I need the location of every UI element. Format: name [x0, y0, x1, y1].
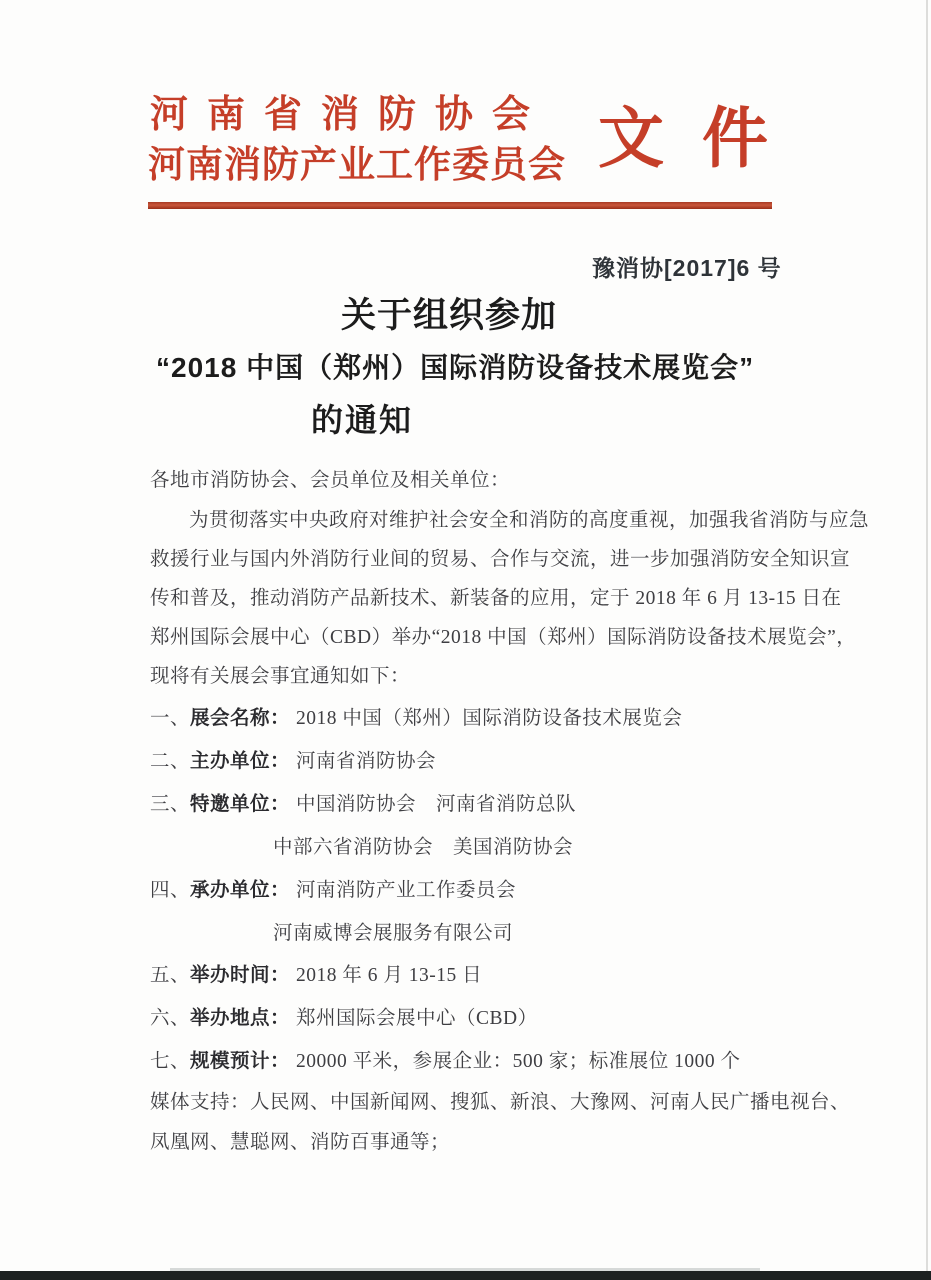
item-invited-units-cont: 中部六省消防协会 美国消防协会 — [273, 837, 574, 858]
item-label: 特邀单位： — [190, 794, 291, 815]
item-value: 中国消防协会 河南省消防总队 — [296, 794, 577, 815]
item-label: 承办单位： — [190, 880, 291, 901]
item-value: 河南省消防协会 — [296, 751, 437, 772]
item-number: 五、 — [150, 965, 191, 986]
item-host-unit — [150, 749, 436, 774]
org-name-line2: 河南消防产业工作委员会 — [148, 144, 566, 185]
item-label: 规模预计： — [190, 1051, 291, 1072]
notice-title-line3: 的通知 — [311, 402, 414, 438]
item-organizer-units — [150, 878, 516, 903]
item-value: 郑州国际会展中心（CBD） — [296, 1008, 538, 1029]
scan-bottom-edge — [0, 1271, 931, 1280]
item-number: 一、 — [150, 708, 191, 729]
intro-line-3: 传和普及，推动消防产品新技术、新装备的应用，定于 2018 年 6 月 13-15 日在 — [150, 588, 842, 609]
intro-line-1: 为贯彻落实中央政府对维护社会安全和消防的高度重视，加强我省消防与应急 — [189, 510, 870, 531]
notice-title-line1: 关于组织参加 — [341, 296, 558, 335]
item-organizer-units-cont: 河南威博会展服务有限公司 — [273, 923, 514, 944]
item-label: 举办地点： — [190, 1008, 291, 1029]
salutation: 各地市消防协会、会员单位及相关单位： — [150, 470, 511, 491]
item-event-venue — [150, 1006, 538, 1031]
item-number: 六、 — [150, 1008, 191, 1029]
item-label: 举办时间： — [190, 965, 291, 986]
media-support-line-2: 凤凰网、慧聪网、消防百事通等； — [150, 1132, 451, 1153]
item-label: 展会名称： — [190, 708, 291, 729]
item-value: 2018 中国（郑州）国际消防设备技术展览会 — [296, 708, 683, 729]
item-number: 七、 — [150, 1051, 191, 1072]
intro-line-2: 救援行业与国内外消防行业间的贸易、合作与交流，进一步加强消防安全知识宣 — [150, 549, 851, 570]
letterhead-red-rule — [148, 202, 772, 209]
doc-type-label: 文件 — [598, 101, 806, 175]
item-value: 20000 平米，参展企业：500 家；标准展位 1000 个 — [296, 1051, 741, 1072]
item-label: 主办单位： — [190, 751, 291, 772]
item-scale-estimate — [150, 1049, 741, 1074]
item-value: 河南消防产业工作委员会 — [296, 880, 517, 901]
item-number: 三、 — [150, 794, 191, 815]
media-support-line-1: 媒体支持：人民网、中国新闻网、搜狐、新浪、大豫网、河南人民广播电视台、 — [150, 1092, 851, 1113]
intro-line-5: 现将有关展会事宜通知如下： — [150, 666, 411, 687]
notice-title-line2: “2018 中国（郑州）国际消防设备技术展览会” — [156, 352, 755, 383]
item-value: 2018 年 6 月 13-15 日 — [296, 965, 483, 986]
doc-number: 豫消协[2017]6 号 — [592, 255, 782, 281]
item-number: 二、 — [150, 751, 191, 772]
org-name-line1: 河南省消防协会 — [150, 94, 550, 136]
item-number: 四、 — [150, 880, 191, 901]
scan-right-edge — [926, 0, 928, 1280]
intro-line-4: 郑州国际会展中心（CBD）举办“2018 中国（郑州）国际消防设备技术展览会”， — [150, 627, 857, 648]
item-exhibition-name — [150, 706, 682, 731]
item-event-time — [150, 963, 482, 988]
item-invited-units — [150, 792, 576, 817]
